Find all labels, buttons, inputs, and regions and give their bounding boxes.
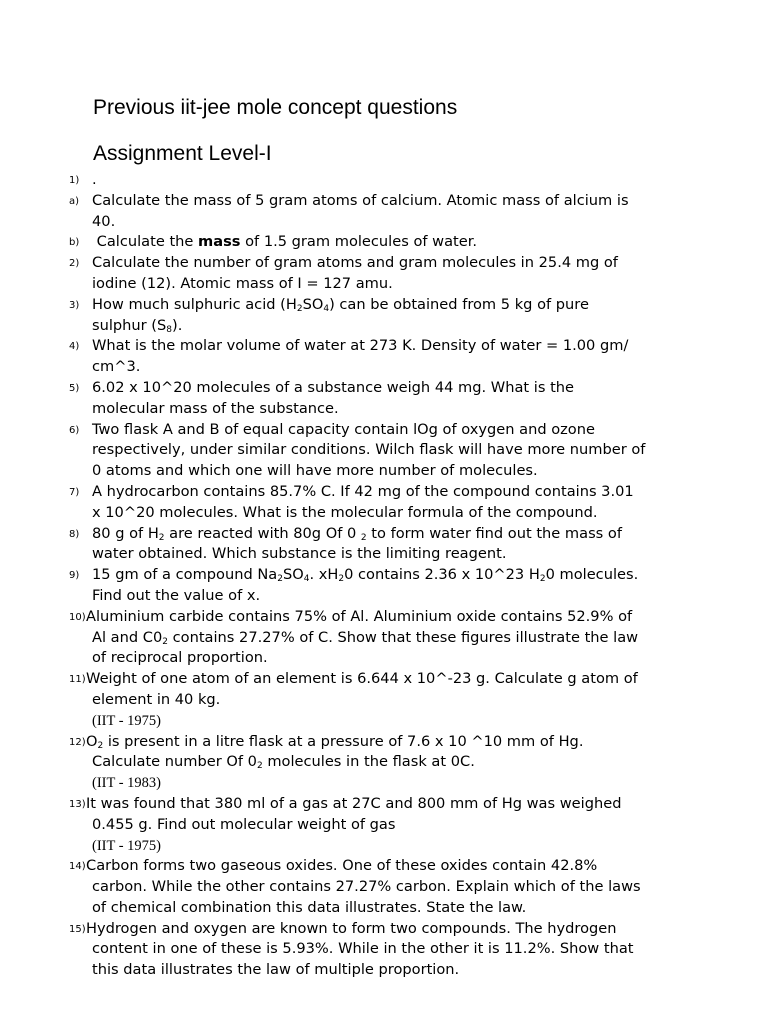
- page-subtitle: Assignment Level-I: [93, 142, 272, 165]
- question-text: Weight of one atom of an element is 6.644 x 10^-23 g. Calculate g atom of: [86, 670, 638, 688]
- question-item: [69, 482, 709, 524]
- question-item: [69, 565, 709, 607]
- question-number: a): [69, 195, 80, 207]
- question-text: element in 40 kg.: [92, 690, 221, 708]
- question-item: [69, 420, 709, 482]
- question-item: [69, 919, 709, 981]
- question-text: $O_2$ is present in a litre flask at a pressure of 7.6 x 10 ^10 mm of Hg.: [86, 732, 584, 751]
- question-number: 5): [69, 382, 80, 394]
- question-text: Calculate the mass of 1.5 gram molecules of water.: [96, 233, 478, 251]
- question-text: 0 atoms and which one will have more number of molecules.: [92, 462, 538, 480]
- question-item: [69, 856, 709, 918]
- question-number: 6): [69, 424, 80, 436]
- question-text: What is the molar volume of water at 273 K. Density of water = 1.00 gm/: [92, 337, 629, 355]
- question-item: [69, 336, 709, 378]
- question-text: .: [92, 171, 97, 188]
- exam-reference: (IIT - 1975): [92, 837, 161, 854]
- question-number: 2): [69, 258, 80, 270]
- question-list: [69, 170, 709, 981]
- question-text: of reciprocal proportion.: [92, 649, 268, 667]
- question-text: this data illustrates the law of multiple proportion.: [92, 961, 460, 979]
- question-text: sulphur $(S_8)$.: [92, 316, 183, 335]
- exam-reference: (IIT - 1983): [92, 775, 161, 792]
- question-text: 80 g of $H_2$ are reacted with 80g Of 0 $_2$ to form water find out the mass of: [92, 524, 622, 543]
- question-text: It was found that 380 ml of a gas at 27C and 800 mm of Hg was weighed: [86, 794, 622, 812]
- question-text: Al and $C0_2$ contains 27.27% of C. Show that these figures illustrate the law: [92, 628, 639, 647]
- question-number: 14): [69, 861, 86, 873]
- question-item: [69, 794, 709, 856]
- question-item: [69, 378, 709, 420]
- question-text: respectively, under similar conditions. Wilch flask will have more number of: [92, 441, 646, 459]
- question-text: Carbon forms two gaseous oxides. One of these oxides contain 42.8%: [86, 857, 598, 875]
- question-item: [69, 732, 709, 794]
- question-item: [69, 253, 709, 295]
- question-text: 6.02 x 10^20 molecules of a substance weigh 44 mg. What is the: [92, 378, 575, 396]
- question-number: 11): [69, 674, 86, 686]
- question-text: molecular mass of the substance.: [92, 399, 339, 417]
- question-number: 9): [69, 570, 80, 582]
- question-text: 0.455 g. Find out molecular weight of gas: [92, 815, 396, 833]
- question-text: Find out the value of x.: [92, 586, 261, 604]
- question-number: 8): [69, 528, 80, 540]
- question-number: 10): [69, 611, 86, 623]
- question-item: [69, 295, 709, 337]
- question-text: carbon. While the other contains 27.27% carbon. Explain which of the laws: [92, 878, 641, 896]
- question-number: 1): [69, 175, 80, 186]
- question-text: How much sulphuric acid $(H_2SO_4)$ can be obtained from 5 kg of pure: [92, 295, 589, 314]
- question-number: 13): [69, 798, 86, 810]
- question-text: A hydrocarbon contains 85.7% C. If 42 mg of the compound contains 3.01: [92, 482, 634, 500]
- question-text: Calculate the number of gram atoms and gram molecules in 25.4 mg of: [92, 254, 618, 272]
- question-text: of chemical combination this data illustrates. State the law.: [92, 898, 527, 916]
- question-text: iodine (12). Atomic mass of I = 127 amu.: [92, 274, 393, 292]
- question-number: 4): [69, 341, 80, 353]
- question-number: 12): [69, 736, 86, 748]
- question-text: Hydrogen and oxygen are known to form two compounds. The hydrogen: [86, 919, 617, 937]
- page-title: Previous iit-jee mole concept questions: [93, 96, 458, 119]
- question-item: [69, 232, 709, 253]
- question-text: Calculate number Of $0_2$ molecules in the flask at 0C.: [92, 753, 475, 772]
- question-number: 7): [69, 486, 80, 498]
- question-text: Calculate the mass of 5 gram atoms of calcium. Atomic mass of alcium is: [92, 191, 629, 209]
- question-text: Two flask A and B of equal capacity contain lOg of oxygen and ozone: [92, 420, 595, 438]
- question-text: cm^3.: [92, 358, 141, 376]
- question-item: [69, 191, 709, 233]
- question-number: 15): [69, 923, 86, 935]
- question-item: [69, 607, 709, 669]
- question-item: [69, 170, 709, 191]
- exam-reference: (IIT - 1975): [92, 712, 161, 729]
- question-text: 40.: [92, 212, 116, 230]
- question-number: b): [69, 237, 80, 249]
- question-text: water obtained. Which substance is the limiting reagent.: [92, 545, 507, 563]
- question-number: 3): [69, 299, 80, 311]
- question-item: [69, 669, 709, 731]
- question-text: 15 gm of a compound $Na_2SO_4$. $xH_20$ contains 2.36 x 10^23 $H_20$ molecules.: [92, 566, 639, 585]
- question-item: [69, 524, 709, 566]
- question-text: x 10^20 molecules. What is the molecular formula of the compound.: [92, 503, 598, 521]
- question-text: Aluminium carbide contains 75% of Al. Aluminium oxide contains 52.9% of: [86, 607, 633, 625]
- question-text: content in one of these is 5.93%. While in the other it is 11.2%. Show that: [92, 940, 634, 958]
